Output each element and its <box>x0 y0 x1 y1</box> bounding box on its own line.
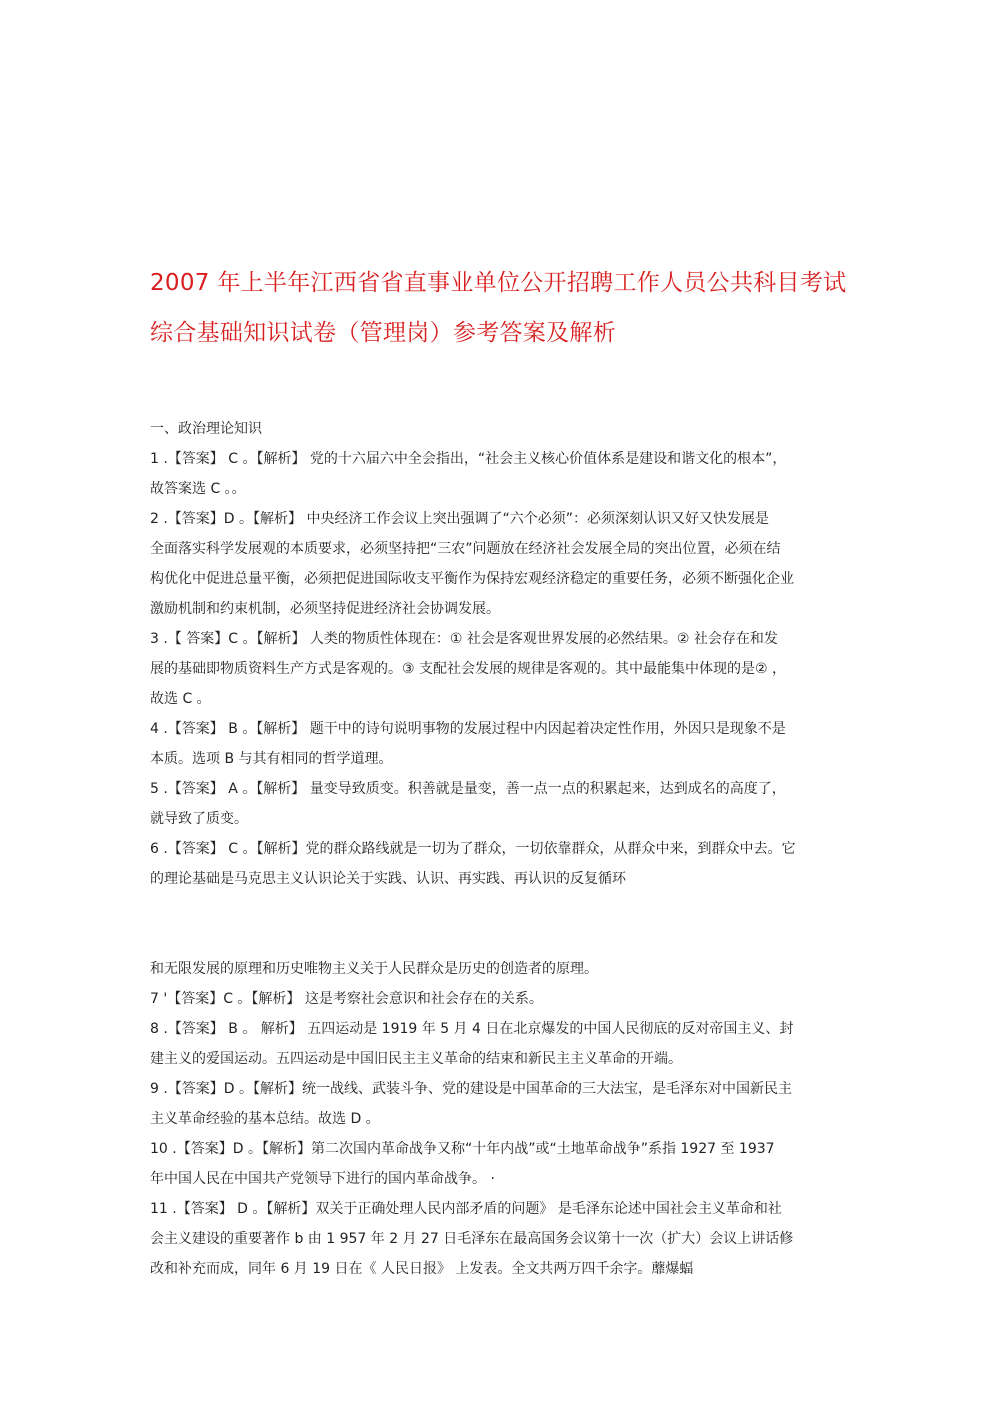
block2-line-11: 改和补充而成，同年 6 月 19 日在《 人民日报》 上发表。全文共两万四千余字。蘼爆蝠 <box>150 1261 694 1277</box>
block2-line-4: 建主义的爱国运动。五四运动是中国旧民主主义革命的结束和新民主主义革命的开端。 <box>150 1051 682 1067</box>
block1-line-1: 一、政治理论知识 <box>150 421 262 437</box>
block1-line-7: 激励机制和约束机制，必须坚持促进经济社会协调发展。 <box>150 601 500 617</box>
block1-line-12: 本质。选项 B 与其有相同的哲学道理。 <box>150 751 393 767</box>
document-title-line-2: 综合基础知识试卷（管理岗）参考答案及解析 <box>150 320 616 346</box>
block1-line-16: 的理论基础是马克思主义认识论关于实践、认识、再实践、再认识的反复循环 <box>150 871 626 887</box>
block2-line-7: 10 .【答案】D 。【解析】第二次国内革命战争又称“十年内战”或“土地革命战争”系指 1927 至 1937 <box>150 1141 775 1157</box>
block2-line-6: 主义革命经验的基本总结。故选 D 。 <box>150 1111 380 1127</box>
block2-line-3: 8 .【答案】 B 。 解析】 五四运动是 1919 年 5 月 4 日在北京爆发的中国人民彻底的反对帝国主义、封 <box>150 1021 794 1037</box>
block1-line-9: 展的基础即物质资料生产方式是客观的。③ 支配社会发展的规律是客观的。其中最能集中体现的是② ， <box>150 661 786 677</box>
block1-line-10: 故选 C 。 <box>150 691 211 707</box>
block2-line-2: 7 '【答案】C 。【解析】 这是考察社会意识和社会存在的关系。 <box>150 991 543 1007</box>
block1-line-8: 3 .【 答案】C 。【解析】 人类的物质性体现在：① 社会是客观世界发展的必然结果。② 社会存在和发 <box>150 631 778 647</box>
block2-line-8: 年中国人民在中国共产党领导下进行的国内革命战争。 · <box>150 1171 495 1187</box>
block1-line-11: 4 .【答案】 B 。【解析】 题干中的诗句说明事物的发展过程中内因起着决定性作用，外因只是现象不是 <box>150 721 786 737</box>
block1-line-4: 2 .【答案】D 。【解析】 中央经济工作会议上突出强调了“六个必须”：必须深刻认识又好又快发展是 <box>150 511 769 527</box>
block2-line-9: 11 .【答案】 D 。【解析】双关于正确处理人民内部矛盾的问题》 是毛泽东论述中国社会主义革命和社 <box>150 1201 782 1217</box>
block1-line-13: 5 .【答案】 A 。【解析】 量变导致质变。积善就是量变，善一点一点的积累起来，达到成名的高度了， <box>150 781 786 797</box>
block1-line-3: 故答案选 C 。。 <box>150 481 246 497</box>
block1-line-6: 构优化中促进总量平衡，必须把促进国际收支平衡作为保持宏观经济稳定的重要任务，必须不断强化企业 <box>150 571 794 587</box>
document-title-line-1: 2007 年上半年江西省省直事业单位公开招聘工作人员公共科目考试 <box>150 270 847 296</box>
answer-block-1 <box>150 414 845 894</box>
block1-line-2: 1 .【答案】 C 。【解析】 党的十六届六中全会指出，“社会主义核心价值体系是建设和谐文化的根本”， <box>150 451 787 467</box>
answer-block-2 <box>150 954 845 1284</box>
block1-line-14: 就导致了质变。 <box>150 811 248 827</box>
block2-line-10: 会主义建设的重要著作 b 由 1 957 年 2 月 27 日毛泽东在最高国务会议第十一次（扩大）会议上讲话修 <box>150 1231 794 1247</box>
block1-line-5: 全面落实科学发展观的本质要求，必须坚持把“三农”问题放在经济社会发展全局的突出位置，必须在结 <box>150 541 781 557</box>
block1-line-15: 6 .【答案】 C 。【解析】党的群众路线就是一切为了群众，一切依靠群众，从群众中来，到群众中去。它 <box>150 841 796 857</box>
block2-line-1: 和无限发展的原理和历史唯物主义关于人民群众是历史的创造者的原理。 <box>150 961 598 977</box>
block2-line-5: 9 .【答案】D 。【解析】统一战线、武装斗争、党的建设是中国革命的三大法宝，是毛泽东对中国新民主 <box>150 1081 793 1097</box>
